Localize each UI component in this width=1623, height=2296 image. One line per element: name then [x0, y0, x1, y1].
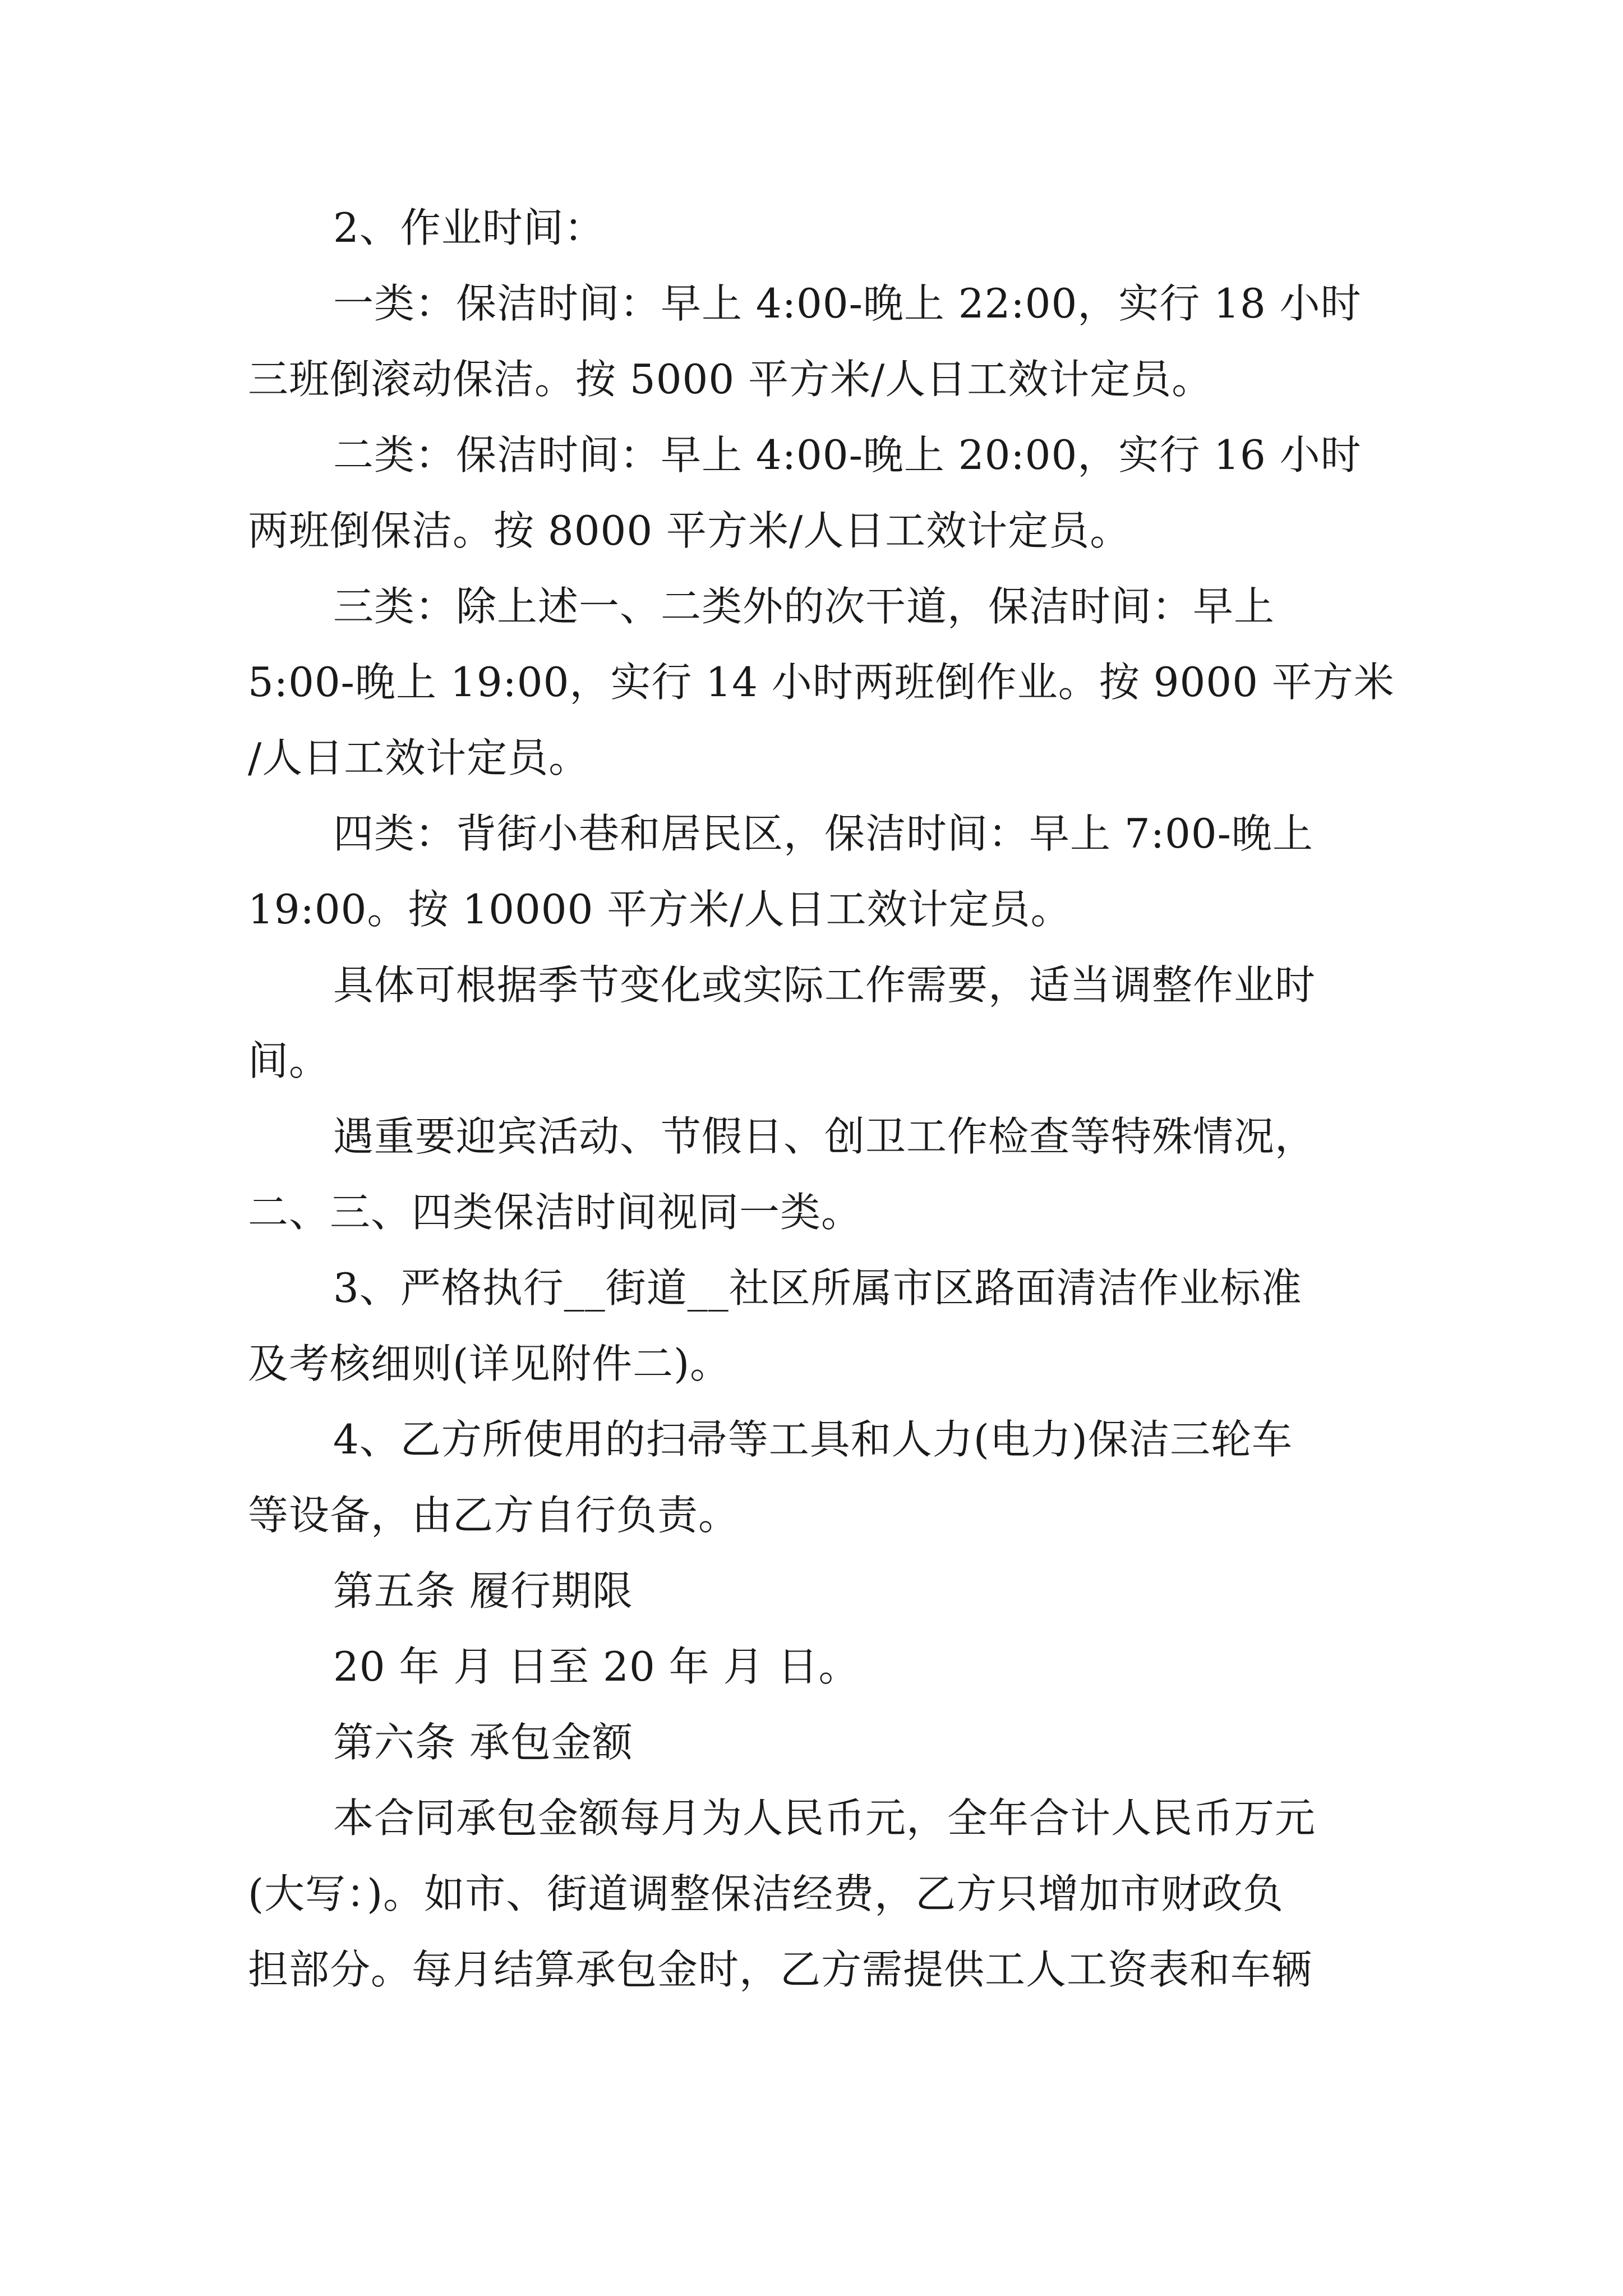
text-line: 20 年 月 日至 20 年 月 日。 — [333, 1643, 860, 1690]
text-line: 一类：保洁时间：早上 4:00-晚上 22:00，实行 18 小时 — [333, 280, 1362, 327]
text-line: 4、乙方所使用的扫帚等工具和人力(电力)保洁三轮车 — [333, 1416, 1293, 1463]
text-line: 二类：保洁时间：早上 4:00-晚上 20:00，实行 16 小时 — [333, 431, 1362, 478]
text-line: 三班倒滚动保洁。按 5000 平方米/人日工效计定员。 — [248, 356, 1213, 403]
text-line: /人日工效计定员。 — [248, 734, 590, 781]
text-line: 及考核细则(详见附件二)。 — [248, 1340, 731, 1387]
text-line: 四类：背街小巷和居民区，保洁时间：早上 7:00-晚上 — [333, 810, 1313, 857]
text-line: 遇重要迎宾活动、节假日、创卫工作检查等特殊情况， — [333, 1113, 1316, 1160]
text-line: 本合同承包金额每月为人民币元，全年合计人民币万元 — [333, 1795, 1316, 1842]
text-line: 二、三、四类保洁时间视同一类。 — [248, 1189, 863, 1236]
text-line: 担部分。每月结算承包金时，乙方需提供工人工资表和车辆 — [248, 1946, 1313, 1993]
section-heading: 第五条 履行期限 — [333, 1567, 633, 1614]
text-line: 3、严格执行__街道__社区所属市区路面清洁作业标准 — [333, 1264, 1302, 1312]
text-line: 等设备，由乙方自行负责。 — [248, 1492, 740, 1539]
text-line: 5:00-晚上 19:00，实行 14 小时两班倒作业。按 9000 平方米 — [248, 659, 1395, 706]
text-line: 两班倒保洁。按 8000 平方米/人日工效计定员。 — [248, 507, 1131, 554]
text-line: 具体可根据季节变化或实际工作需要，适当调整作业时 — [333, 961, 1316, 1009]
text-line: 三类：除上述一、二类外的次干道，保洁时间：早上 — [333, 583, 1275, 630]
text-line: (大写：)。如市、街道调整保洁经费，乙方只增加市财政负 — [248, 1870, 1284, 1917]
section-heading: 第六条 承包金额 — [333, 1719, 633, 1766]
text-line: 间。 — [248, 1037, 330, 1084]
text-line: 19:00。按 10000 平方米/人日工效计定员。 — [248, 886, 1072, 933]
text-line: 2、作业时间： — [333, 204, 605, 251]
